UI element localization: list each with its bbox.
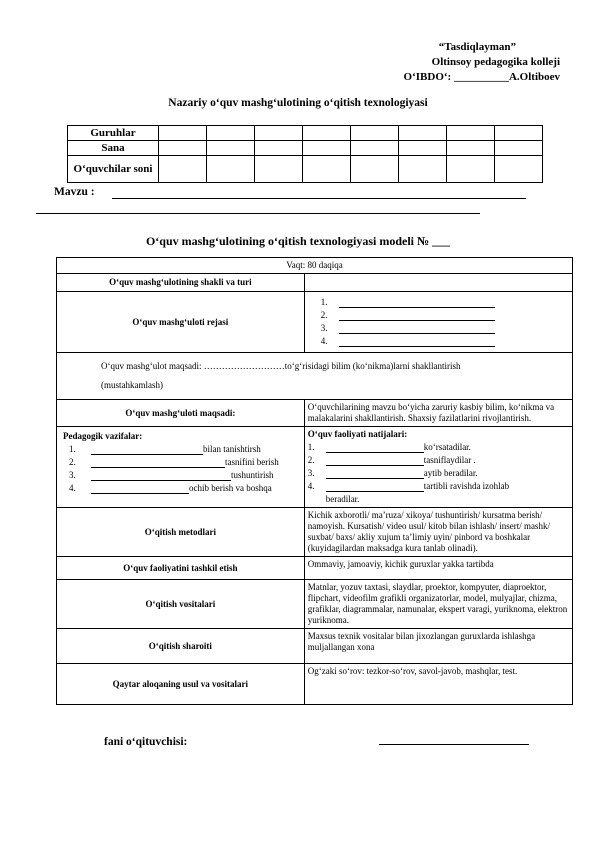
task-item[interactable]: 3. tushuntirish xyxy=(69,470,274,480)
groups-cell[interactable] xyxy=(159,126,207,141)
plan-item[interactable]: 1. xyxy=(321,297,564,308)
date-cell[interactable] xyxy=(495,141,543,156)
groups-cell[interactable] xyxy=(399,126,447,141)
date-cell[interactable] xyxy=(447,141,495,156)
students-label: O‘quvchilar soni xyxy=(68,156,159,183)
tools-desc: Matnlar, yozuv taxtasi, slaydlar, proektor, kompyuter, diaproektor, flipchart, videofilm grafikli organizatorlar, model, mulyajlar, chizma, grafiklar, diagrammalar, namunalar, ekspert varagi, yuriknoma, elektron yuriknoma. xyxy=(304,580,572,629)
plan-item[interactable]: 4. xyxy=(321,336,564,347)
form-value[interactable] xyxy=(304,274,572,292)
plan-list xyxy=(304,292,572,353)
mavzu-label: Mavzu : xyxy=(54,186,95,198)
tasks-label: Pedagogik vazifalar: xyxy=(63,431,143,441)
approval-org: Oltinsoy pedagogika kolleji xyxy=(431,56,560,68)
students-cell[interactable] xyxy=(447,156,495,183)
task-item[interactable]: 4. ochib berish va boshqa xyxy=(69,483,272,493)
tasks-row xyxy=(57,427,573,508)
students-cell[interactable] xyxy=(207,156,255,183)
conditions-row xyxy=(57,629,573,664)
groups-cell[interactable] xyxy=(495,126,543,141)
groups-cell[interactable] xyxy=(255,126,303,141)
groups-cell[interactable] xyxy=(207,126,255,141)
students-cell[interactable] xyxy=(495,156,543,183)
methods-label: O‘qitish metodlari xyxy=(57,508,305,557)
model-title: O‘quv mashg‘ulotining o‘qitish texnologiyasi modeli № ___ xyxy=(145,234,451,248)
subject-title: Nazariy o‘quv mashg‘ulotining o‘qitish texnologiyasi xyxy=(168,97,428,109)
result-item[interactable]: 1. ko‘rsatadilar. xyxy=(307,442,471,452)
approval-title: “Tasdiqlayman” xyxy=(438,41,516,53)
goal-row xyxy=(57,400,573,427)
conditions-desc: Maxsus texnik vositalar bilan jixozlangan guruxlarda ishlashga muljallangan xona xyxy=(304,629,572,664)
plan-label: O‘quv mashg‘uloti rejasi xyxy=(57,292,305,353)
plan-item[interactable]: 3. xyxy=(321,323,564,334)
date-cell[interactable] xyxy=(303,141,351,156)
feedback-row xyxy=(57,664,573,705)
mavzu-line-2[interactable] xyxy=(36,213,480,214)
date-cell[interactable] xyxy=(399,141,447,156)
students-cell[interactable] xyxy=(303,156,351,183)
goal-label: O‘quv mashg‘uloti maqsadi: xyxy=(57,400,305,427)
signature-line[interactable] xyxy=(379,744,529,745)
students-cell[interactable] xyxy=(255,156,303,183)
form-row xyxy=(57,274,573,292)
date-cell[interactable] xyxy=(207,141,255,156)
plan-row xyxy=(57,292,573,353)
goal-text-row xyxy=(57,353,573,400)
students-cell[interactable] xyxy=(399,156,447,183)
methods-row xyxy=(57,508,573,557)
groups-cell[interactable] xyxy=(351,126,399,141)
result-item[interactable]: 4. tartibli ravishda izohlab xyxy=(307,481,510,491)
director-blank: __________ xyxy=(453,71,509,83)
result-item[interactable]: 2. tasniflaydilar . xyxy=(307,455,476,465)
students-cell[interactable] xyxy=(159,156,207,183)
students-row xyxy=(68,156,543,183)
date-cell[interactable] xyxy=(255,141,303,156)
results-tail: beradilar. xyxy=(325,494,360,504)
feedback-label: Qaytar aloqaning usul va vositalari xyxy=(57,664,305,705)
tasks-cell xyxy=(57,427,305,508)
goal-desc: O‘quvchilarining mavzu bo‘yicha zaruriy kasbiy bilim, ko‘nikma va malakalarini shakllantirish. Shaxsiy fazilatlarini rivojlantirish. xyxy=(304,400,572,427)
groups-table xyxy=(67,125,543,183)
plan-item[interactable]: 2. xyxy=(321,310,564,321)
conditions-label: O‘qitish sharoiti xyxy=(57,629,305,664)
org-row xyxy=(57,557,573,580)
task-item[interactable]: 2. tasnifini berish xyxy=(69,457,279,467)
mavzu-line[interactable] xyxy=(112,198,526,199)
results-label: O‘quv faoliyati natijalari: xyxy=(307,429,408,439)
time-row xyxy=(57,258,573,274)
approval-director xyxy=(404,70,560,85)
feedback-desc: Og‘zaki so‘rov: tezkor-so‘rov, savol-javob, mashqlar, test. xyxy=(304,664,572,705)
model-table xyxy=(56,257,573,705)
students-cell[interactable] xyxy=(351,156,399,183)
org-label: O‘quv faoliyatini tashkil etish xyxy=(57,557,305,580)
results-cell xyxy=(304,427,572,508)
form-label: O‘quv mashg‘ulotining shakli va turi xyxy=(57,274,305,292)
tools-label: O‘qitish vositalari xyxy=(57,580,305,629)
result-item[interactable]: 3. aytib beradilar. xyxy=(307,468,478,478)
goal-text: O‘quv mashg‘ulot maqsadi: ………………………to‘g‘risidagi bilim (ko‘nikma)larni shakllantirish (mustahkamlash) xyxy=(57,353,573,400)
director-name: A.Oltiboev xyxy=(508,71,560,83)
approval-block xyxy=(404,40,560,85)
groups-label: Guruhlar xyxy=(68,126,159,141)
date-cell[interactable] xyxy=(351,141,399,156)
director-prefix: O‘IBDO‘: xyxy=(403,71,454,83)
groups-cell[interactable] xyxy=(447,126,495,141)
date-cell[interactable] xyxy=(159,141,207,156)
time-cell: Vaqt: 80 daqiqa xyxy=(57,258,573,274)
teacher-label: fani o‘qituvchisi: xyxy=(104,736,188,748)
groups-row xyxy=(68,126,543,141)
groups-cell[interactable] xyxy=(303,126,351,141)
tools-row xyxy=(57,580,573,629)
org-desc: Ommaviy, jamoaviy, kichik guruxlar yakka tartibda xyxy=(304,557,572,580)
task-item[interactable]: 1. bilan tanishtirsh xyxy=(69,444,261,454)
date-row xyxy=(68,141,543,156)
date-label: Sana xyxy=(68,141,159,156)
methods-desc: Kichik axborotli/ ma’ruza/ xikoya/ tushuntirish/ kursatma berish/ namoyish. Kursatish/ video usul/ kitob bilan ishlash/ insert/ mashk/ suxbat/ baxs/ akliy xujum ta’limiy uyin/ pinbord va boshkalar (kuyidagilardan maksadga kura tanlab olinadi). xyxy=(304,508,572,557)
